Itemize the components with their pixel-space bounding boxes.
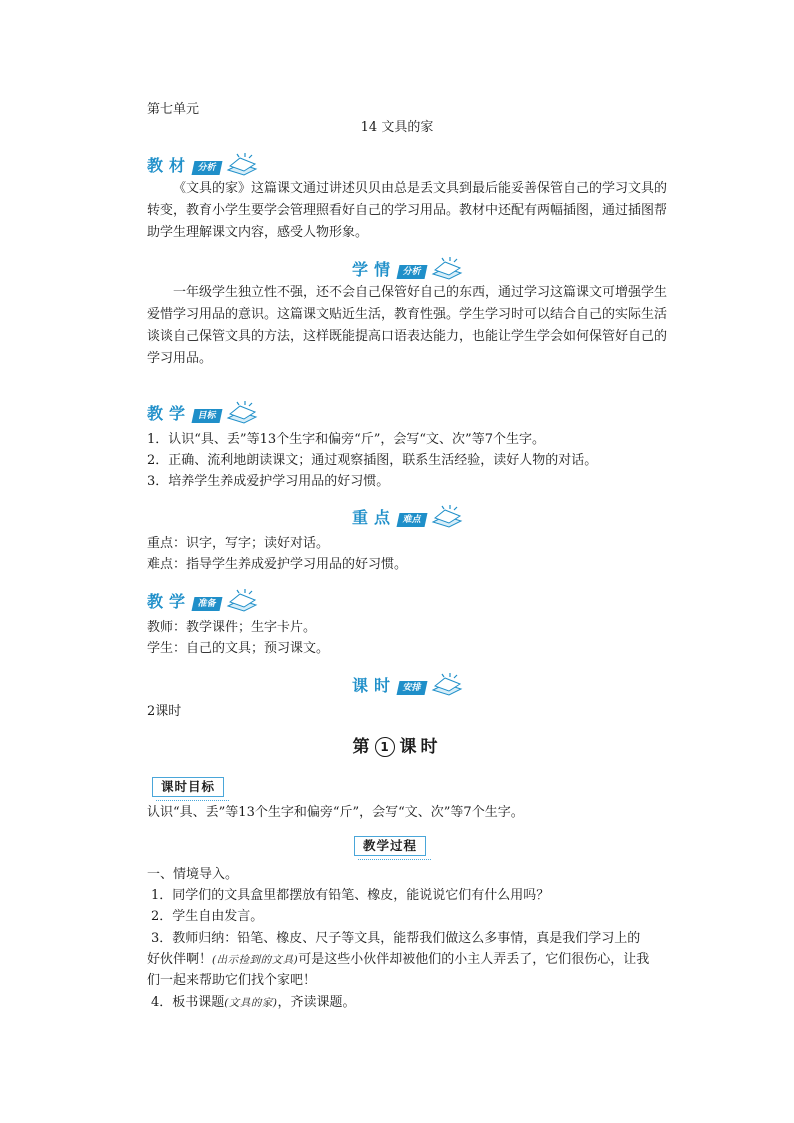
banner-title: 教材 (147, 156, 192, 175)
process-step-1: 1．同学们的文具盒里都摆放有铅笔、橡皮，能说说它们有什么用吗？ (151, 888, 550, 903)
book-icon (430, 256, 464, 280)
process-step-2: 2．学生自由发言。 (151, 909, 264, 924)
teaching-prep-banner (147, 586, 259, 612)
schedule-banner (352, 670, 464, 696)
unit-label: 第七单元 (147, 102, 200, 117)
step4-text-b: ，齐读课题。 (277, 995, 356, 1010)
process-step-4 (151, 993, 356, 1013)
lesson-title-pre: 第 (352, 737, 374, 757)
process-label: 教学过程 (354, 836, 426, 856)
teaching-goals-banner (147, 398, 259, 424)
material-analysis-text: 《文具的家》这篇课文通过讲述贝贝由总是丢文具到最后能妥善保管自己的学习文具的转变，教育小学生要学会管理照看好自己的学习用品。教材中还配有两幅插图，通过插图帮助学生理解课文内容，感受人物形象。 (147, 181, 668, 240)
step4-text-a: 4．板书课题 (151, 995, 225, 1010)
banner-tag: 准备 (192, 597, 223, 611)
banner-tag: 目标 (192, 409, 223, 423)
goal-item: 2．正确、流利地朗读课文；通过观察插图，联系生活经验，读好人物的对话。 (147, 453, 598, 468)
banner-tag: 分析 (192, 161, 223, 175)
objective-text: 认识“具、丢”等13个生字和偏旁“斤”，会写“文、次”等7个生字。 (147, 805, 524, 820)
process-step-heading: 一、情境导入。 (147, 867, 239, 882)
process-step-3-line1: 3．教师归纳：铅笔、橡皮、尺子等文具，能帮我们做这么多事情，真是我们学习上的 (151, 931, 641, 946)
lesson-heading: 14 文具的家 (360, 120, 434, 135)
banner-title: 重点 (352, 508, 397, 527)
teacher-prep-text: 教师：教学课件；生字卡片。 (147, 620, 317, 635)
book-icon (430, 504, 464, 528)
banner-title: 教学 (147, 404, 192, 423)
goal-item: 1．认识“具、丢”等13个生字和偏旁“斤”，会写“文、次”等7个生字。 (147, 432, 545, 447)
book-icon (225, 588, 259, 612)
difficult-point-text: 难点：指导学生养成爱护学习用品的好习惯。 (147, 557, 408, 572)
banner-tag: 难点 (397, 513, 428, 527)
banner-title: 学情 (352, 260, 397, 279)
book-icon (225, 152, 259, 176)
lesson-number: 1 (375, 737, 395, 757)
banner-title: 教学 (147, 592, 192, 611)
schedule-text: 2课时 (147, 704, 182, 719)
material-analysis-banner (147, 150, 259, 176)
lesson-title-post: 课时 (399, 737, 442, 757)
goal-item: 3．培养学生养成爱护学习用品的好习惯。 (147, 474, 390, 489)
step3-text-b: 可是这些小伙伴却被他们的小主人弄丢了，它们很伤心，让我 (298, 952, 650, 967)
banner-title: 课时 (352, 676, 397, 695)
objective-label: 课时目标 (152, 777, 224, 797)
step3-note: (出示捡到的文具) (212, 954, 299, 966)
process-step-3-line2 (147, 950, 649, 970)
banner-tag: 安排 (397, 681, 428, 695)
key-point-text: 重点：识字，写字；读好对话。 (147, 536, 330, 551)
step4-note: (文具的家) (224, 997, 278, 1009)
lesson-title (0, 732, 794, 757)
key-points-banner (352, 502, 464, 528)
book-icon (430, 672, 464, 696)
student-analysis-text: 一年级学生独立性不强，还不会自己保管好自己的东西，通过学习这篇课文可增强学生爱惜学习用品的意识。这篇课文贴近生活，教育性强。学生学习时可以结合自己的实际生活谈谈自己保管文具的方法，这样既能提高口语表达能力，也能让学生学会如何保管好自己的学习用品。 (147, 285, 668, 366)
process-step-3-line3: 们一起来帮助它们找个家吧！ (147, 973, 317, 988)
student-analysis-banner (352, 254, 464, 280)
banner-tag: 分析 (397, 265, 428, 279)
student-prep-text: 学生：自己的文具；预习课文。 (147, 641, 330, 656)
step3-text-a: 好伙伴啊！ (147, 952, 213, 967)
book-icon (225, 400, 259, 424)
